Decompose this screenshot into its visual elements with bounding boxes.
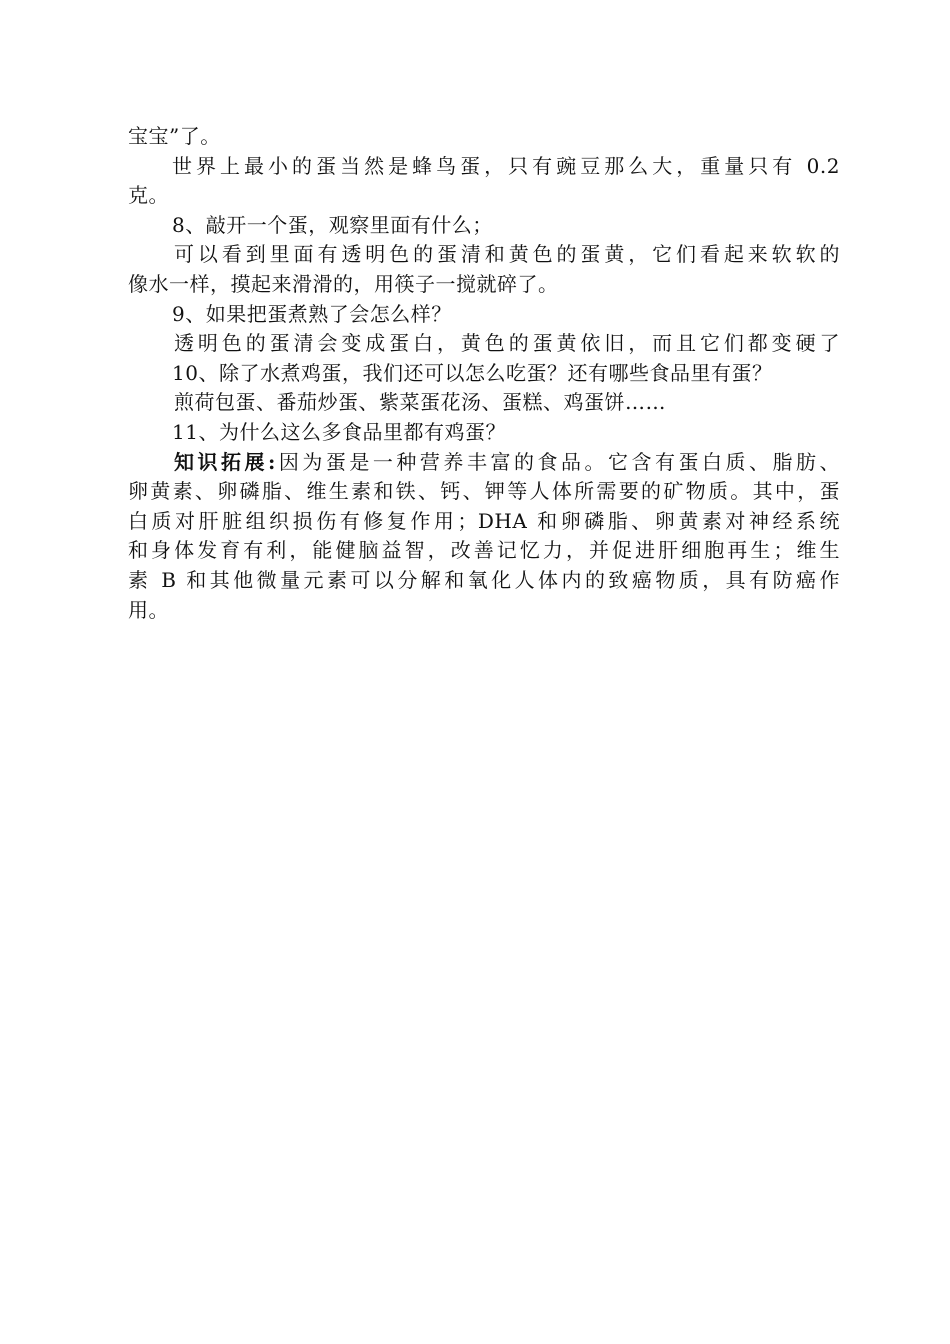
knowledge-line: 和身体发育有利，能健脑益智，改善记忆力，并促进肝细胞再生；维生 xyxy=(128,538,840,563)
text-line: 宝宝”了。 xyxy=(128,124,221,148)
knowledge-line: 素 B 和其他微量元素可以分解和氧化人体内的致癌物质，具有防癌作 xyxy=(128,567,840,592)
answer-8-line: 可以看到里面有透明色的蛋清和黄色的蛋黄，它们看起来软软的 xyxy=(174,242,840,267)
answer-8-line: 像水一样，摸起来滑滑的，用筷子一搅就碎了。 xyxy=(128,271,559,296)
knowledge-line: 白质对肝脏组织损伤有修复作用；DHA 和卵磷脂、卵黄素对神经系统 xyxy=(128,508,840,533)
question-11: 11、为什么这么多食品里都有鸡蛋？ xyxy=(172,419,506,444)
knowledge-label: 知识拓展: xyxy=(174,449,276,474)
text-line: 克。 xyxy=(128,183,169,208)
answer-9: 透明色的蛋清会变成蛋白，黄色的蛋黄依旧，而且它们都变硬了 xyxy=(174,331,840,356)
question-10: 10、除了水煮鸡蛋，我们还可以怎么吃蛋？还有哪些食品里有蛋？ xyxy=(172,360,773,385)
document-page xyxy=(128,122,840,625)
knowledge-line: 卵黄素、卵磷脂、维生素和铁、钙、钾等人体所需要的矿物质。其中，蛋 xyxy=(128,479,840,504)
answer-10: 煎荷包蛋、番茄炒蛋、紫菜蛋花汤、蛋糕、鸡蛋饼…… xyxy=(174,390,666,415)
question-9: 9、如果把蛋煮熟了会怎么样？ xyxy=(172,301,452,326)
knowledge-line xyxy=(128,448,840,478)
knowledge-text: 因为蛋是一种营养丰富的食品。它含有蛋白质、脂肪、 xyxy=(275,449,840,474)
knowledge-line: 用。 xyxy=(128,597,169,622)
text-line: 世界上最小的蛋当然是蜂鸟蛋，只有豌豆那么大，重量只有 0.2 xyxy=(172,153,840,178)
question-8: 8、敲开一个蛋，观察里面有什么； xyxy=(172,212,493,237)
